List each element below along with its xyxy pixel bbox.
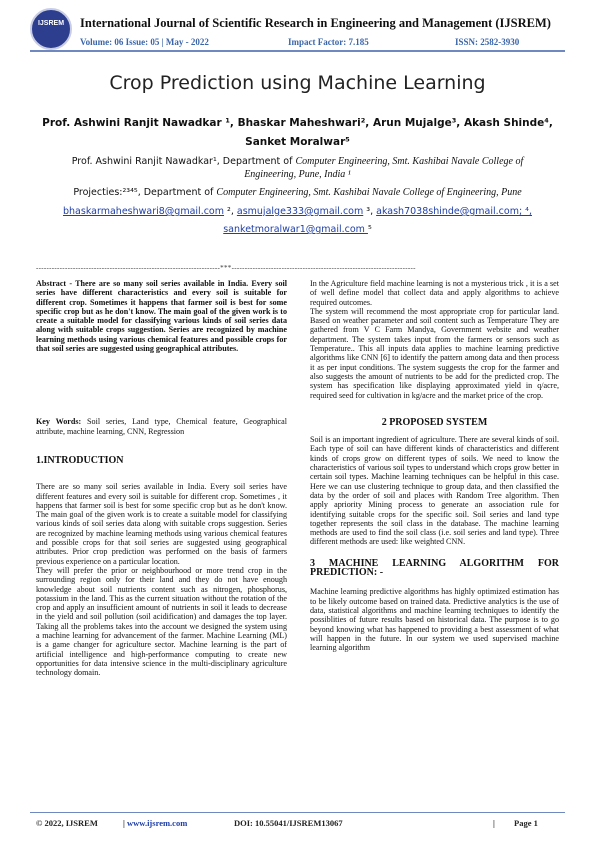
- affiliation-1: [60, 155, 535, 181]
- section-1-heading: 1.INTRODUCTION: [36, 454, 124, 466]
- right-paragraph-1: In the Agriculture field machine learning is not a mysterious trick , it is a set of well define model that collect data and apply algorithms to achieve required outcomes.: [310, 279, 559, 307]
- footer-page: Page 1: [514, 818, 538, 828]
- affiliation-1-dept: Computer Engineering, Smt. Kashibai Navale College of Engineering, Pune, India ¹: [244, 156, 524, 180]
- section-3-heading: 3 MACHINE LEARNING ALGORITHM FOR PREDICTION: -: [310, 557, 559, 579]
- authors-line-1: Prof. Ashwini Ranjit Nawadkar ¹, Bhaskar Maheshwari², Arun Mujalge³, Akash Shinde⁴,: [42, 117, 553, 129]
- impact-factor: Impact Factor: 7.185: [288, 37, 369, 47]
- intro-paragraph-1: There are so many soil series available in India. Every soil series have different features and every soil is suitable for different crop. Sometimes , it happens that farmer soil is best for some specific crop but as he don't know. The main goal of the given work is to create a suitable model for classifying various kinds of soil series data along with suitable crops suggestion. Series are recognized by machine learning methods using various chemical features and possible crops for that soil series are suggested using geographical attributes. Prior crop prediction was performed on the basis of farmers previous experience on a particular location.: [36, 482, 287, 566]
- journal-title: International Journal of Scientific Research in Engineering and Management (IJSREM): [80, 16, 551, 30]
- authors-line-2: Sanket Moralwar⁵: [245, 136, 350, 148]
- email-sep-1: ²,: [224, 206, 237, 217]
- keywords: [36, 417, 287, 436]
- email-sep-4: ⁵: [367, 224, 372, 235]
- footer-bar: |: [493, 818, 495, 828]
- footer-bar-1: |: [123, 818, 127, 828]
- volume-issue: Volume: 06 Issue: 05 | May - 2022: [80, 37, 209, 47]
- email-link-1[interactable]: bhaskarmaheshwari8@gmail.com: [63, 206, 225, 217]
- keywords-text: Soil series, Land type, Chemical feature, Geographical attribute, machine learning, CNN, Regression: [36, 417, 287, 436]
- right-column: [310, 279, 559, 652]
- left-column: [36, 279, 287, 678]
- separator-line: ----------------------------------------------------------------------***----------------------------------------------------------------------: [36, 264, 416, 272]
- email-sep-2: ³,: [363, 206, 377, 217]
- journal-logo: [30, 8, 72, 50]
- proposed-paragraph: Soil is an important ingredient of agriculture. There are several kinds of soil. Each type of soil can have different kinds of characteristics and different kinds of crops grow on different types of soils. We need to know the characteristics of various soil types to understand which crops grow better in certain soil types. Machine learning techniques can be helpful in this case. Here we can use clustering technique to group data, and then classified the data by the order of soil and places with Random Tree algorithm. Then apply apriority Mining process to generate an association rule for identifying suitable crops for the specific soil. Soil series and land type together represents the soil class in the database. The machine learning methods are used to find the soil class (i.e. soil series and land type). Three different methods are used: like weighted CNN.: [310, 435, 559, 547]
- affiliation-2: [60, 186, 535, 199]
- keywords-label: Key Words:: [36, 417, 82, 427]
- section-2-heading: 2 PROPOSED SYSTEM: [381, 416, 488, 428]
- footer-rule: [30, 812, 565, 813]
- emails-line-1: [0, 204, 595, 220]
- logo-text: IJSREM: [37, 20, 65, 27]
- issn: ISSN: 2582-3930: [455, 37, 520, 47]
- affiliation-1-name: Prof. Ashwini Ranjit Nawadkar¹, Department of: [71, 156, 296, 167]
- paper-title: Crop Prediction using Machine Learning: [109, 72, 486, 94]
- footer-site-link[interactable]: www.ijsrem.com: [127, 818, 188, 828]
- abstract: [36, 279, 287, 353]
- right-paragraph-2: The system will recommend the most appropriate crop for particular land. Based on weather parameter and soil content such as Temperature They are gathered from V C Farm Mandya, Government website and weather department. The system takes input from the farmers or sensors such as Temperature.. This all inputs data applies to machine learning predictive algorithms like CNN [6] to identify the pattern among data and then process it as per input conditions. The system suggests the crop for the farmer and also suggests the amount of nutrients to be add for the predicted crop. The system has specification like displaying approximated yield in q/acre, required seed for cultivation in kg/acre and the market price of the crop.: [310, 306, 559, 400]
- email-link-3[interactable]: akash7038shinde@gmail.com; ⁴,: [376, 206, 532, 217]
- footer-site: [123, 818, 187, 828]
- footer-copyright: © 2022, IJSREM: [36, 818, 98, 828]
- email-link-4[interactable]: sanketmoralwar1@gmail.com: [223, 224, 368, 235]
- intro-paragraph-2: They will prefer the prior or neighbourhood or more trend crop in the surrounding region only for their land and they do not have enough knowledge about soil nutrients content such as nitrogen, phosphorus, potassium in the land. This as the current situation without the rotation of the crop and apply an insufficient amount of nutrients in soil it leads to decrease in the yield and soil pollution (soil acidification) and damages the top layer. Taking all the problems takes into the account we designed the system using a machine learning for advancement of the farmer. Machine Learning (ML) is a game changer for agriculture sector. Machine learning is the part of artificial intelligence and high-performance computing to create new opportunities for data intensive science in the multi-disciplinary agriculture technology domain.: [36, 565, 287, 678]
- ml-paragraph: Machine learning predictive algorithms has highly optimized estimation has to be likely outcome based on trained data. Predictive analytics is the use of data, statistical algorithms and machine learning techniques to identify the possiblities of future results based on historical data. The purpose is to go beyond knowing what has happened to providing a best assessment of what will happen in the future. In our system we used supervised machine learning algorithm: [310, 587, 559, 653]
- header-rule: [30, 50, 565, 52]
- email-link-2[interactable]: asmujalge333@gmail.com: [236, 206, 364, 217]
- emails-line-2: [0, 222, 595, 238]
- footer-doi: DOI: 10.55041/IJSREM13067: [234, 818, 343, 828]
- affiliation-2-dept: Computer Engineering, Smt. Kashibai Navale College of Engineering, Pune: [216, 187, 522, 198]
- affiliation-2-name: Projecties:²³⁴⁵, Department of: [73, 187, 217, 198]
- abstract-text: Abstract - There are so many soil series available in India. Every soil series have different characteristics and every soil is suitable for different crop. Sometimes it happens that farmer soil is best for some specific crop but as he don't know. The main goal of the given work is to create a suitable model for classifying various kinds of soil series data along with suitable crops suggestion. Series are recognized by machine learning methods using various chemical features and possible crops for that soil series are suggested using geographical attributes.: [36, 279, 287, 354]
